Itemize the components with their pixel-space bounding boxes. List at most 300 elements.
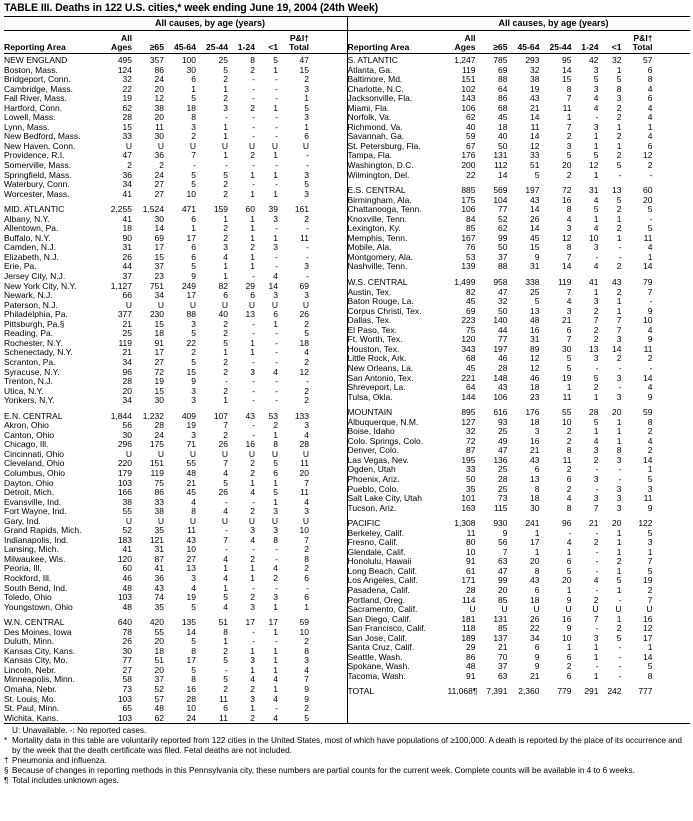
value-cell: 777 xyxy=(638,686,653,697)
value-cell: 2 xyxy=(616,286,622,297)
value-cell: 3 xyxy=(593,445,599,456)
value-cell: - xyxy=(275,544,278,555)
value-cell: 15 xyxy=(562,74,572,85)
table-row xyxy=(348,393,691,403)
value-cell: 63 xyxy=(498,556,508,567)
value-cell: 2 xyxy=(223,318,228,329)
value-cell: 4 xyxy=(250,487,255,498)
value-cell: 68 xyxy=(466,353,476,364)
value-cell: 43 xyxy=(245,410,255,421)
value-cell: 33 xyxy=(122,131,132,142)
value-cell: 14 xyxy=(562,261,572,272)
value-cell: 41 xyxy=(589,277,599,288)
value-cell: 32 xyxy=(122,74,132,85)
value-cell: 13 xyxy=(589,343,599,354)
value-cell: 62 xyxy=(498,223,508,234)
reporting-area-cell: Shreveport, La. xyxy=(347,383,406,393)
footnote-text: Because of changes in reporting methods in this Pennsylvania city, these numbers are partial counts for the current week. Complete counts will be available in 4 to 6 weeks. xyxy=(12,766,635,776)
value-cell: - xyxy=(649,169,653,180)
value-cell: 5 xyxy=(593,372,599,383)
table-row xyxy=(348,465,691,475)
table-right-half xyxy=(348,17,691,723)
value-cell: 1 xyxy=(647,546,653,557)
value-cell: 1 xyxy=(593,213,599,224)
value-cell: - xyxy=(618,169,622,180)
value-cell: 27 xyxy=(154,179,164,190)
value-cell: 2 xyxy=(223,385,228,396)
table-row xyxy=(4,368,347,378)
value-cell: 8 xyxy=(566,242,572,253)
table-row xyxy=(4,253,347,263)
value-cell: - xyxy=(275,636,278,647)
value-cell: 15 xyxy=(186,366,196,377)
value-cell: U xyxy=(189,515,196,526)
value-cell: - xyxy=(618,242,622,253)
value-cell: 3 xyxy=(566,305,572,316)
table-body-right xyxy=(348,54,691,697)
value-cell: - xyxy=(252,131,255,142)
value-cell: 20 xyxy=(154,636,164,647)
value-cell: 5 xyxy=(647,661,653,672)
value-cell: 59 xyxy=(466,131,476,142)
value-cell: 13 xyxy=(186,563,196,574)
value-cell: 3 xyxy=(191,385,196,396)
value-cell: - xyxy=(618,473,622,484)
value-cell: - xyxy=(275,337,278,348)
value-cell: 66 xyxy=(122,290,132,301)
value-cell: - xyxy=(275,179,278,190)
table-row xyxy=(4,450,347,460)
value-cell: 37 xyxy=(498,661,508,672)
value-cell: 5 xyxy=(191,601,196,612)
value-cell: 2 xyxy=(304,703,309,714)
value-cell: 34 xyxy=(122,395,132,406)
value-cell: 1 xyxy=(191,83,196,94)
value-cell: 27 xyxy=(154,188,164,199)
value-cell: 36 xyxy=(154,150,164,161)
value-cell: 10 xyxy=(466,546,476,557)
value-cell: 40 xyxy=(498,131,508,142)
value-cell: 15 xyxy=(530,242,540,253)
footnote xyxy=(4,756,690,766)
reporting-area-cell: Pueblo, Colo. xyxy=(347,484,399,494)
value-cell: 55 xyxy=(562,407,572,418)
value-cell: - xyxy=(252,160,255,171)
value-cell: U xyxy=(125,299,132,310)
value-cell: 4 xyxy=(566,537,572,548)
value-cell: 58 xyxy=(122,674,132,685)
value-cell: 1 xyxy=(273,188,278,199)
value-cell: 6 xyxy=(191,74,196,85)
value-cell: 221 xyxy=(461,372,476,383)
value-cell: 1 xyxy=(616,537,622,548)
reporting-area-cell: Cleveland, Ohio xyxy=(4,459,65,469)
value-cell: 91 xyxy=(154,337,164,348)
value-cell: 55 xyxy=(154,626,164,637)
reporting-area-cell: St. Louis, Mo. xyxy=(4,694,56,704)
reporting-area-cell: Jacksonville, Fla. xyxy=(347,94,413,104)
value-cell: 14 xyxy=(643,261,653,272)
value-cell: 106 xyxy=(461,204,476,215)
table-row xyxy=(348,437,691,447)
value-cell: 6 xyxy=(566,324,572,335)
value-cell: 46 xyxy=(530,372,540,383)
value-cell: 87 xyxy=(466,445,476,456)
value-cell: 24 xyxy=(154,169,164,180)
value-cell: 1 xyxy=(534,546,540,557)
value-cell: 2 xyxy=(250,712,255,723)
value-cell: 1 xyxy=(616,64,622,75)
reporting-area-cell: Philadelphia, Pa. xyxy=(4,310,68,320)
reporting-area-cell: Fort Wayne, Ind. xyxy=(4,507,67,517)
value-cell: 31 xyxy=(530,334,540,345)
value-cell: 7 xyxy=(593,502,599,513)
value-cell: 409 xyxy=(181,410,196,421)
value-cell: 90 xyxy=(122,232,132,243)
table-row xyxy=(348,567,691,577)
table-row xyxy=(4,75,347,85)
value-cell: U xyxy=(271,299,278,310)
value-cell: 21 xyxy=(562,315,572,326)
value-cell: 30 xyxy=(154,395,164,406)
value-cell: 3 xyxy=(593,83,599,94)
value-cell: - xyxy=(252,395,255,406)
value-cell: - xyxy=(649,296,653,307)
value-cell: 3 xyxy=(273,592,278,603)
reporting-area-cell: Richmond, Va. xyxy=(347,122,403,132)
reporting-area-cell: St. Paul, Minn. xyxy=(4,704,60,714)
value-cell: 2 xyxy=(304,395,309,406)
value-cell: 3 xyxy=(593,353,599,364)
reporting-area-cell: Boston, Mass. xyxy=(4,65,58,75)
value-cell: 35 xyxy=(154,525,164,536)
value-cell: 1 xyxy=(304,93,309,104)
value-cell: 4 xyxy=(223,251,228,262)
value-cell: 2 xyxy=(250,592,255,603)
value-cell: 14 xyxy=(530,223,540,234)
reporting-area-cell: Miami, Fla. xyxy=(347,103,390,113)
value-cell: 151 xyxy=(149,458,164,469)
table-row xyxy=(4,291,347,301)
value-cell: 5 xyxy=(593,416,599,427)
reporting-area-cell: Long Beach, Calif. xyxy=(347,566,417,576)
value-cell: 85 xyxy=(498,623,508,634)
value-cell: 3 xyxy=(191,395,196,406)
value-cell: 120 xyxy=(117,553,132,564)
value-cell: 13 xyxy=(530,473,540,484)
value-cell: 5 xyxy=(566,565,572,576)
value-cell: 48 xyxy=(154,703,164,714)
value-cell: 86 xyxy=(466,651,476,662)
value-cell: 291 xyxy=(584,686,599,697)
value-cell: 5 xyxy=(191,179,196,190)
table-row xyxy=(4,262,347,272)
value-cell: 2 xyxy=(647,584,653,595)
reporting-area-cell: Montgomery, Ala. xyxy=(347,252,414,262)
value-cell: 136 xyxy=(493,454,508,465)
value-cell: 57 xyxy=(643,55,653,65)
table-row xyxy=(4,469,347,479)
value-cell: 38 xyxy=(530,74,540,85)
reporting-area-cell: El Paso, Tex. xyxy=(347,325,397,335)
table-row xyxy=(348,446,691,456)
value-cell: 296 xyxy=(117,439,132,450)
table-row xyxy=(348,364,691,374)
reporting-area-cell: Charlotte, N.C. xyxy=(347,84,404,94)
value-cell: - xyxy=(225,496,228,507)
value-cell: 1 xyxy=(616,305,622,316)
value-cell: 21 xyxy=(530,445,540,456)
value-cell: 1 xyxy=(273,429,278,440)
table-row xyxy=(348,586,691,596)
value-cell: 49 xyxy=(498,435,508,446)
value-cell: 4 xyxy=(647,112,653,123)
value-cell: 5 xyxy=(223,477,228,488)
value-cell: - xyxy=(275,376,278,387)
value-cell: 2 xyxy=(566,169,572,180)
table-row xyxy=(348,475,691,485)
value-cell: 48 xyxy=(122,582,132,593)
value-cell: - xyxy=(252,626,255,637)
table-row xyxy=(4,603,347,613)
table-row xyxy=(4,339,347,349)
reporting-area-cell: Washington, D.C. xyxy=(347,161,414,171)
value-cell: 1 xyxy=(191,223,196,234)
value-cell: 3 xyxy=(593,242,599,253)
value-cell: 163 xyxy=(461,502,476,513)
value-cell: 14 xyxy=(643,372,653,383)
value-cell: 6 xyxy=(191,251,196,262)
value-cell: 91 xyxy=(466,556,476,567)
value-cell: - xyxy=(568,527,572,538)
value-cell: - xyxy=(252,328,255,339)
table-row xyxy=(348,66,691,76)
value-cell: 2 xyxy=(616,556,622,567)
value-cell: 17 xyxy=(154,347,164,358)
value-cell: 1 xyxy=(250,169,255,180)
footnote-mark: * xyxy=(4,736,8,746)
reporting-area-cell: Indianapolis, Ind. xyxy=(4,535,69,545)
value-cell: 1,127 xyxy=(110,280,132,291)
value-cell: 4 xyxy=(593,93,599,104)
value-cell: 12 xyxy=(530,362,540,373)
table-row xyxy=(348,485,691,495)
value-cell: 7 xyxy=(304,534,309,545)
table-row xyxy=(348,243,691,253)
value-cell: 1 xyxy=(273,496,278,507)
value-cell: 5 xyxy=(616,160,622,171)
value-cell: U xyxy=(157,448,164,459)
value-cell: 107 xyxy=(213,410,228,421)
value-cell: 2 xyxy=(223,188,228,199)
value-cell: 2 xyxy=(223,429,228,440)
value-cell: 5 xyxy=(534,169,540,180)
value-cell: 15 xyxy=(299,64,309,75)
value-cell: 5 xyxy=(593,74,599,85)
value-cell: 1 xyxy=(250,188,255,199)
value-cell: 16 xyxy=(530,324,540,335)
value-cell: 2 xyxy=(223,328,228,339)
reporting-area-cell: Tampa, Fla. xyxy=(347,151,392,161)
table-title: TABLE III. Deaths in 122 U.S. cities,* week ending June 19, 2004 (24th Week) xyxy=(4,2,379,14)
reporting-area-cell: Ft. Worth, Tex. xyxy=(347,335,403,345)
reporting-area-cell: Duluth, Minn. xyxy=(4,637,55,647)
table-row xyxy=(348,605,691,615)
value-cell: 71 xyxy=(186,439,196,450)
value-cell: 616 xyxy=(493,407,508,418)
value-cell: - xyxy=(618,670,622,681)
table-row xyxy=(348,94,691,104)
value-cell: 12 xyxy=(562,232,572,243)
table-header xyxy=(4,17,347,54)
value-cell: 45 xyxy=(186,487,196,498)
table-row xyxy=(4,94,347,104)
value-cell: - xyxy=(225,664,228,675)
value-cell: 8 xyxy=(647,670,653,681)
reporting-area-cell: Knoxville, Tenn. xyxy=(347,214,407,224)
value-cell: 74 xyxy=(154,592,164,603)
table-row xyxy=(348,326,691,336)
value-cell: 2 xyxy=(616,150,622,161)
value-cell: 3 xyxy=(304,261,309,272)
value-cell: 15 xyxy=(122,121,132,132)
value-cell: 50 xyxy=(498,140,508,151)
value-cell: - xyxy=(225,525,228,536)
value-cell: 9 xyxy=(191,376,196,387)
table-row xyxy=(4,377,347,387)
value-cell: 85 xyxy=(498,594,508,605)
value-cell: 11 xyxy=(643,343,653,354)
value-cell: 33 xyxy=(466,464,476,475)
value-cell: 36 xyxy=(122,169,132,180)
value-cell: 11 xyxy=(300,232,309,243)
value-cell: 7 xyxy=(593,315,599,326)
table-row xyxy=(4,628,347,638)
value-cell: 11 xyxy=(530,121,540,132)
value-cell: 131 xyxy=(493,613,508,624)
reporting-area-cell: Baton Rouge, La. xyxy=(347,297,414,307)
reporting-area-cell: Dayton, Ohio xyxy=(4,478,54,488)
value-cell: 26 xyxy=(122,251,132,262)
value-cell: U xyxy=(501,604,508,615)
value-cell: 24 xyxy=(154,429,164,440)
value-cell: - xyxy=(275,356,278,367)
value-cell: 1 xyxy=(647,464,653,475)
age-group-header: All causes, by age (years) xyxy=(104,17,316,31)
reporting-area-cell: Honolulu, Hawaii xyxy=(347,557,412,567)
value-cell: 930 xyxy=(493,518,508,529)
value-cell: - xyxy=(595,556,599,567)
table-row xyxy=(4,685,347,695)
value-cell: 51 xyxy=(530,160,540,171)
value-cell: 19 xyxy=(530,83,540,94)
value-cell: 8 xyxy=(616,83,622,94)
table-row xyxy=(348,307,691,317)
value-cell: 197 xyxy=(525,185,540,196)
value-cell: 2 xyxy=(616,623,622,634)
reporting-area-cell: New Orleans, La. xyxy=(347,363,414,373)
value-cell: 3 xyxy=(593,493,599,504)
reporting-area-cell: Buffalo, N.Y. xyxy=(4,233,51,243)
value-cell: 139 xyxy=(461,261,476,272)
value-cell: 1 xyxy=(593,642,599,653)
value-cell: 293 xyxy=(525,55,540,65)
value-cell: - xyxy=(252,83,255,94)
value-cell: 20 xyxy=(562,575,572,586)
value-cell: 43 xyxy=(530,454,540,465)
reporting-area-cell: Columbus, Ohio xyxy=(4,468,65,478)
table-row xyxy=(348,427,691,437)
table-row xyxy=(4,104,347,114)
table-row xyxy=(348,85,691,95)
value-cell: 3 xyxy=(191,121,196,132)
value-cell: 26 xyxy=(218,487,228,498)
value-cell: 3 xyxy=(250,693,255,704)
value-cell: 25 xyxy=(122,328,132,339)
value-cell: 31 xyxy=(530,261,540,272)
value-cell: 14 xyxy=(530,204,540,215)
value-cell: 1 xyxy=(616,140,622,151)
column-header-65plus: ≥65 xyxy=(493,42,508,52)
value-cell: 21 xyxy=(186,477,196,488)
value-cell: 9 xyxy=(647,305,653,316)
reporting-area-cell: Utica, N.Y. xyxy=(4,386,44,396)
value-cell: 2 xyxy=(250,553,255,564)
value-cell: 4 xyxy=(191,582,196,593)
value-cell: 471 xyxy=(181,204,196,215)
value-cell: 3 xyxy=(616,483,622,494)
value-cell: 62 xyxy=(122,102,132,113)
value-cell: 4 xyxy=(273,271,278,282)
value-cell: 1,247 xyxy=(454,55,476,65)
value-cell: 70 xyxy=(498,651,508,662)
value-cell: 1 xyxy=(616,435,622,446)
value-cell: 7 xyxy=(566,334,572,345)
value-cell: 3 xyxy=(616,334,622,345)
value-cell: 958 xyxy=(493,277,508,288)
value-cell: 1 xyxy=(250,645,255,656)
value-cell: - xyxy=(225,544,228,555)
value-cell: 1 xyxy=(223,121,228,132)
value-cell: 47 xyxy=(299,55,309,65)
value-cell: - xyxy=(252,121,255,132)
table-row xyxy=(4,584,347,594)
value-cell: 30 xyxy=(562,343,572,354)
value-cell: 5 xyxy=(566,150,572,161)
value-cell: 242 xyxy=(607,686,622,697)
value-cell: 72 xyxy=(562,185,572,196)
value-cell: 6 xyxy=(647,93,653,104)
value-cell: 96 xyxy=(122,366,132,377)
value-cell: 4 xyxy=(273,712,278,723)
value-cell: - xyxy=(306,150,309,161)
value-cell: U xyxy=(221,515,228,526)
table-row xyxy=(348,113,691,123)
value-cell: 175 xyxy=(461,194,476,205)
table-row xyxy=(348,224,691,234)
reporting-area-cell: Lowell, Mass. xyxy=(4,113,56,123)
value-cell: 5 xyxy=(223,169,228,180)
table-row xyxy=(4,358,347,368)
value-cell: 101 xyxy=(461,493,476,504)
value-cell: 2,255 xyxy=(110,204,132,215)
table-row xyxy=(4,593,347,603)
value-cell: 1 xyxy=(273,232,278,243)
value-cell: 220 xyxy=(117,458,132,469)
value-cell: - xyxy=(595,362,599,373)
value-cell: - xyxy=(618,642,622,653)
value-cell: 61 xyxy=(466,565,476,576)
